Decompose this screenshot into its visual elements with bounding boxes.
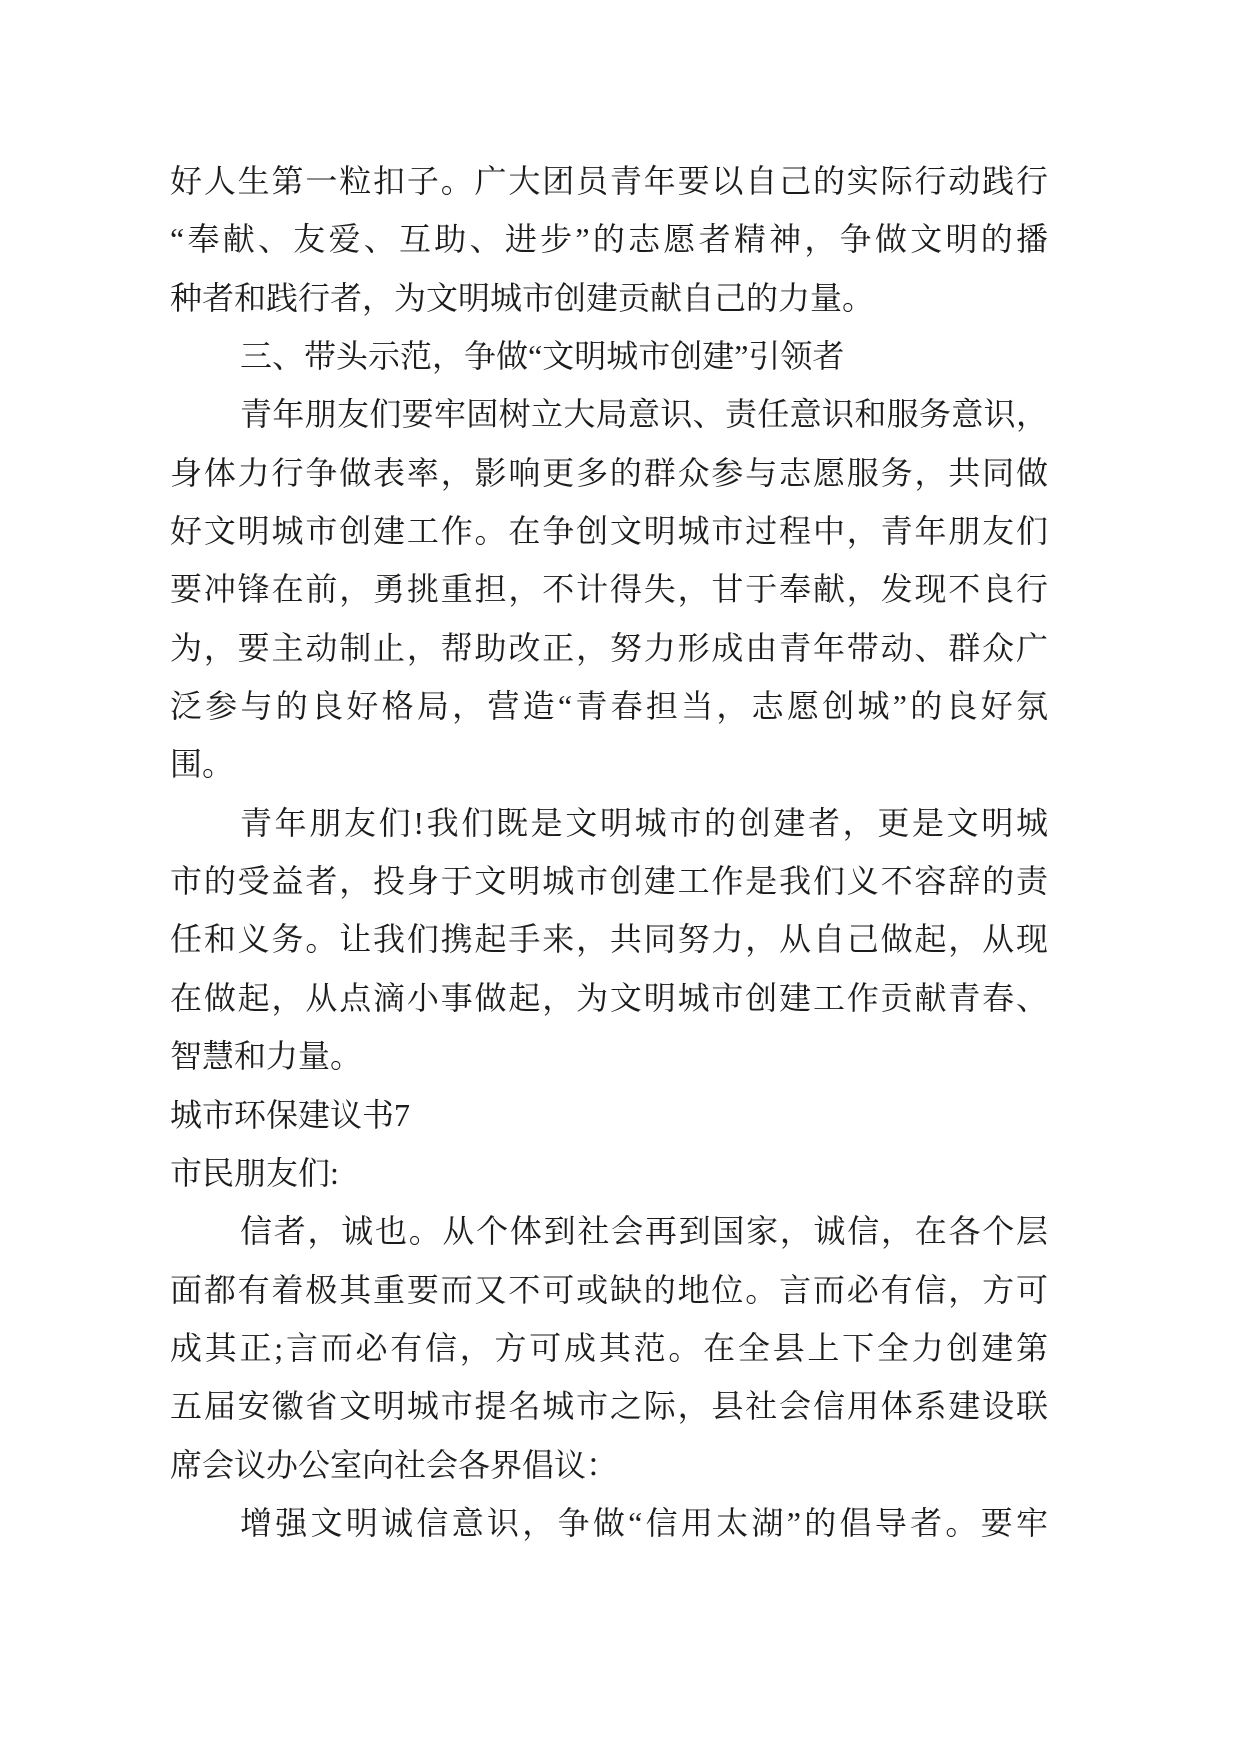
text-line: 席会议办公室向社会各界倡议： [170, 1446, 619, 1483]
text-line: “奉献、友爱、互助、进步”的志愿者精神，争做文明的播 [170, 221, 1048, 258]
document-text-block [170, 152, 1048, 1552]
text-line: 身体力行争做表率，影响更多的群众参与志愿服务，共同做 [170, 454, 1048, 491]
text-line: 种者和践行者，为文明城市创建贡献自己的力量。 [170, 279, 875, 316]
text-line: 为，要主动制止，帮助改正，努力形成由青年带动、群众广 [170, 629, 1048, 666]
text-line: 成其正;言而必有信，方可成其范。在全县上下全力创建第 [170, 1329, 1048, 1366]
text-line: 青年朋友们要牢固树立大局意识、责任意识和服务意识， [240, 396, 1048, 433]
text-line: 智慧和力量。 [170, 1038, 363, 1075]
text-line: 青年朋友们!我们既是文明城市的创建者，更是文明城 [240, 804, 1048, 841]
text-line: 任和义务。让我们携起手来，共同努力，从自己做起，从现 [170, 921, 1048, 958]
text-line: 好文明城市创建工作。在争创文明城市过程中，青年朋友们 [170, 513, 1048, 550]
text-line: 五届安徽省文明城市提名城市之际，县社会信用体系建设联 [170, 1388, 1048, 1425]
text-line: 泛参与的良好格局，营造“青春担当，志愿创城”的良好氛 [170, 688, 1048, 725]
text-line: 围。 [170, 746, 235, 783]
text-line: 要冲锋在前，勇挑重担，不计得失，甘于奉献，发现不良行 [170, 571, 1048, 608]
text-line: 面都有着极其重要而又不可或缺的地位。言而必有信，方可 [170, 1271, 1048, 1308]
text-line: 好人生第一粒扣子。广大团员青年要以自己的实际行动践行 [170, 163, 1048, 199]
text-line: 市的受益者，投身于文明城市创建工作是我们义不容辞的责 [170, 863, 1048, 900]
text-line: 城市环保建议书7 [170, 1096, 411, 1133]
text-line: 在做起，从点滴小事做起，为文明城市创建工作贡献青春、 [170, 979, 1048, 1016]
text-line: 市民朋友们: [170, 1154, 339, 1191]
text-line: 信者，诚也。从个体到社会再到国家，诚信，在各个层 [240, 1213, 1048, 1250]
text-line: 三、带头示范，争做“文明城市创建”引领者 [240, 338, 845, 375]
text-line: 增强文明诚信意识，争做“信用太湖”的倡导者。要牢 [240, 1504, 1048, 1541]
